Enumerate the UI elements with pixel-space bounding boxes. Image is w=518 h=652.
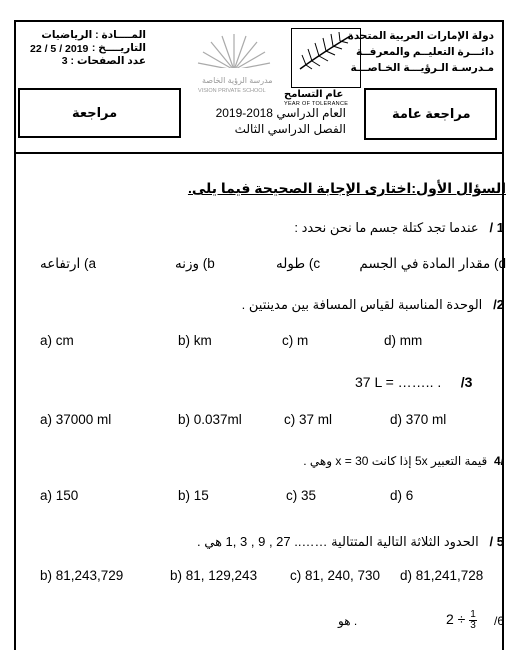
option-a[interactable]: a) cm: [40, 333, 74, 348]
page-frame: [14, 20, 504, 650]
question-text: 37 L = …….. .: [355, 374, 442, 390]
option-a[interactable]: a) 150: [40, 488, 79, 503]
vision-logo-ar: مدرسة الرؤية الخاصة: [202, 76, 273, 85]
question-2: [242, 297, 504, 313]
header: [16, 22, 502, 154]
question-4: [303, 454, 504, 468]
option-a[interactable]: ارتفاعه (a: [40, 256, 97, 271]
question-text: الوحدة المناسبة لقياس المسافة بين مدينتين .: [241, 297, 483, 312]
question-text: قيمة التعبير 5x إذا كانت 30 = x وهي .: [303, 454, 488, 468]
question-3: [355, 374, 472, 390]
academic-year: العام الدراسي 2018-2019: [215, 106, 346, 120]
tolerance-en: YEAR OF TOLERANCE: [284, 101, 349, 107]
academic-term: الفصل الدراسي الثالث: [234, 122, 346, 136]
question-1: [294, 220, 504, 236]
school-info: [348, 28, 494, 76]
question-text: الحدود الثلاثة التالية المتتالية …….. 27 , 9 , 3 ,1 هي .: [197, 534, 479, 549]
option-b[interactable]: b) 15: [178, 488, 209, 503]
palm-frond-icon: [292, 29, 358, 73]
school-name: مـدرسـة الـرؤيـــة الخـاصـــة: [350, 62, 494, 74]
tolerance-logo: [291, 28, 361, 88]
pages-label: عدد الصفحات : 3: [61, 55, 146, 67]
option-d[interactable]: d) 6: [390, 488, 414, 503]
fraction-denominator: 3: [470, 620, 476, 631]
option-c[interactable]: c) 81, 240, 730: [290, 568, 381, 583]
expression-left: 2 ÷: [446, 611, 466, 628]
option-c[interactable]: c) 37 ml: [284, 412, 333, 427]
review-box: [18, 88, 181, 138]
fraction-numerator: 1: [470, 609, 476, 620]
section-title: السؤال الأول:اختارى الإجابة الصحيحة فيما يلى.: [187, 180, 506, 196]
option-b[interactable]: b) km: [178, 333, 212, 348]
tolerance-ar: عام التسامح: [284, 89, 344, 100]
question-number: /4: [493, 454, 504, 468]
question-6-expression: [446, 610, 477, 631]
option-b[interactable]: b) 81, 129,243: [170, 568, 258, 583]
question-6-text: هو .: [338, 614, 358, 628]
option-d[interactable]: d) 81,241,728: [400, 568, 484, 583]
review-label: مراجعة: [72, 105, 118, 120]
country-name: دولة الإمارات العربية المتحدة: [347, 30, 494, 42]
sunrise-logo-icon: [194, 30, 274, 78]
option-c[interactable]: c) 35: [286, 488, 317, 503]
option-a[interactable]: a) 37000 ml: [40, 412, 112, 427]
question-5: [197, 534, 504, 550]
question-number: 1 /: [489, 220, 504, 235]
option-d[interactable]: d) mm: [384, 333, 423, 348]
option-d[interactable]: مقدار المادة في الجسم (d: [359, 256, 506, 271]
question-number: /3: [460, 374, 473, 390]
date-value: 22 / 5 / 2019: [30, 43, 89, 55]
question-number: 5 /: [489, 534, 504, 549]
subject-label: المــــادة : الرياضيات: [41, 29, 146, 41]
review-general-box: [364, 88, 497, 140]
department-name: دائـــرة التعليــم والمعرفــة: [356, 46, 494, 58]
option-c[interactable]: c) m: [282, 333, 309, 348]
question-text: عندما تجد كتلة جسم ما نحن نحدد :: [294, 220, 479, 235]
vision-school-logo: [194, 30, 274, 104]
fraction: [469, 610, 477, 631]
question-number: /6: [494, 614, 505, 628]
option-b[interactable]: b) 0.037ml: [178, 412, 242, 427]
option-b[interactable]: وزنه (b: [175, 256, 215, 271]
option-d[interactable]: d) 370 ml: [390, 412, 447, 427]
option-c[interactable]: طوله (c: [276, 256, 321, 271]
vision-logo-en: VISION PRIVATE SCHOOL: [198, 88, 266, 94]
review-general-label: مراجعة عامة: [392, 106, 471, 121]
question-number: 2/: [493, 297, 504, 312]
academic-year-block: [206, 105, 346, 137]
date-label: التاريــــخ :: [91, 42, 146, 54]
option-a[interactable]: b) 81,243,729: [40, 568, 124, 583]
